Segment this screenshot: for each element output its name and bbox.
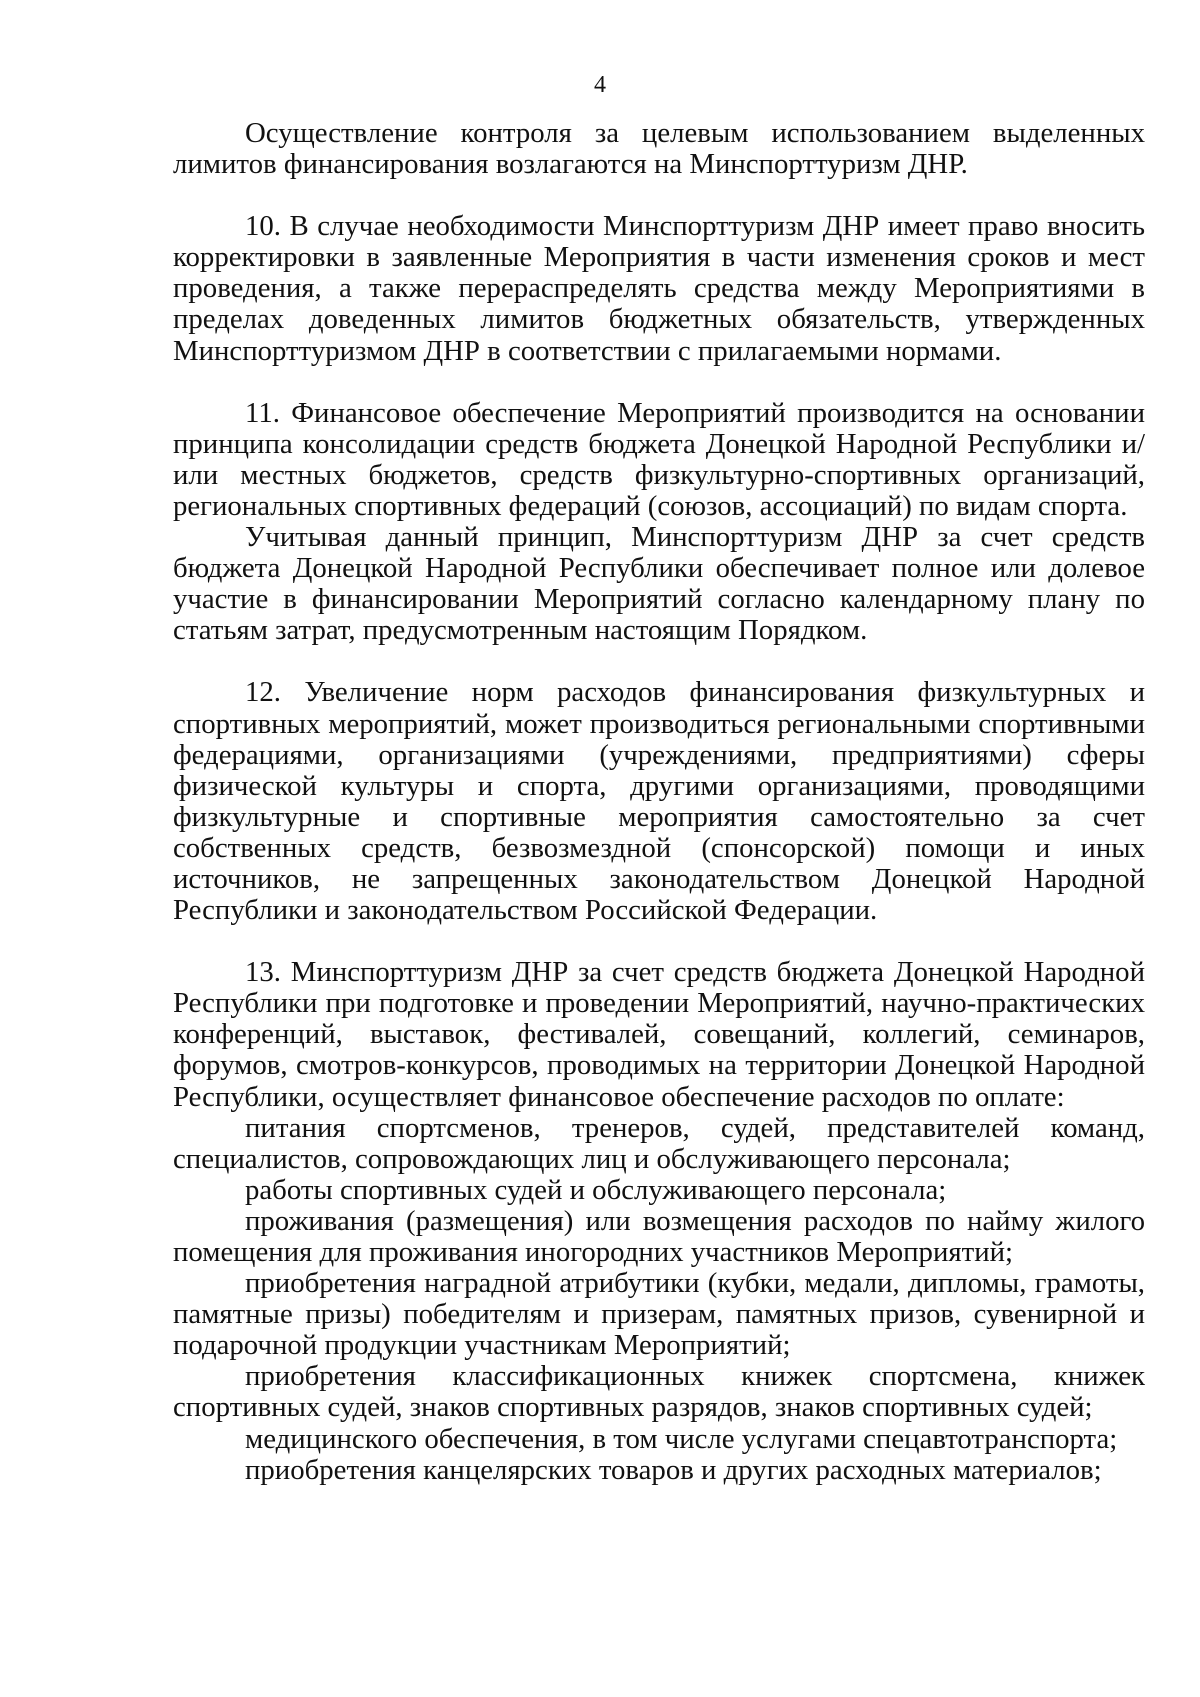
list-item-judges-work: работы спортивных судей и обслуживающего персонала; bbox=[245, 1173, 947, 1206]
paragraph-11: 11. Финансовое обеспечение Мероприятий производится на основании принципа консолидации средств бюджета Донецкой Народной Республики и/или местных бюджетов, средств физкультурно-спортивных организаций, региональных спортивных федераций (союзов, ассоциаций) по видам спорта. bbox=[173, 396, 1145, 522]
paragraph-11-principle: Учитывая данный принцип, Минспорттуризм ДНР за счет средств бюджета Донецкой Народной Республики обеспечивает полное или долевое участие в финансировании Мероприятий согласно календарному плану по статьям затрат, предусмотренным настоящим Порядком. bbox=[173, 521, 1145, 647]
paragraph-10: 10. В случае необходимости Минспорттуризм ДНР имеет право вносить корректировки в заявленные Мероприятия в части изменения сроков и мест проведения, а также перераспределять средства между Мероприятиями в пределах доведенных лимитов бюджетных обязательств, утвержденных Минспорттуризмом ДНР в соответствии с прилагаемыми нормами. bbox=[173, 210, 1145, 367]
page-number: 4 bbox=[594, 72, 606, 98]
paragraph-control: Осуществление контроля за целевым использованием выделенных лимитов финансирования возлагаются на Минспорттуризм ДНР. bbox=[173, 117, 1145, 181]
list-item-medical: медицинского обеспечения, в том числе услугами спецавтотранспорта; bbox=[245, 1422, 1118, 1455]
paragraph-12: 12. Увеличение норм расходов финансирования физкультурных и спортивных мероприятий, может производиться региональными спортивными федерациями, организациями (учреждениями, предприятиями) сферы физической культуры и спорта, другими организациями, проводящими физкультурные и спортивные мероприятия самостоятельно за счет собственных средств, безвозмездной (спонсорской) помощи и иных источников, не запрещенных законодательством Донецкой Народной Республики и законодательством Российской Федерации. bbox=[173, 676, 1145, 927]
list-item-nutrition: питания спортсменов, тренеров, судей, представителей команд, специалистов, сопровождающих лиц и обслуживающего персонала; bbox=[173, 1111, 1145, 1175]
list-item-accommodation: проживания (размещения) или возмещения расходов по найму жилого помещения для проживания иногородних участников Мероприятий; bbox=[173, 1204, 1145, 1268]
list-item-classification-books: приобретения классификационных книжек спортсмена, книжек спортивных судей, знаков спортивных разрядов, знаков спортивных судей; bbox=[173, 1360, 1145, 1424]
list-item-awards: приобретения наградной атрибутики (кубки, медали, дипломы, грамоты, памятные призы) победителям и призерам, памятных призов, сувенирной и подарочной продукции участникам Мероприятий; bbox=[173, 1267, 1145, 1362]
paragraph-13: 13. Минспорттуризм ДНР за счет средств бюджета Донецкой Народной Республики при подготовке и проведении Мероприятий, научно-практических конференций, выставок, фестивалей, совещаний, коллегий, семинаров, форумов, смотров-конкурсов, проводимых на территории Донецкой Народной Республики, осуществляет финансовое обеспечение расходов по оплате: bbox=[173, 956, 1145, 1113]
document-body bbox=[173, 118, 1145, 1486]
list-item-stationery: приобретения канцелярских товаров и других расходных материалов; bbox=[245, 1453, 1102, 1486]
